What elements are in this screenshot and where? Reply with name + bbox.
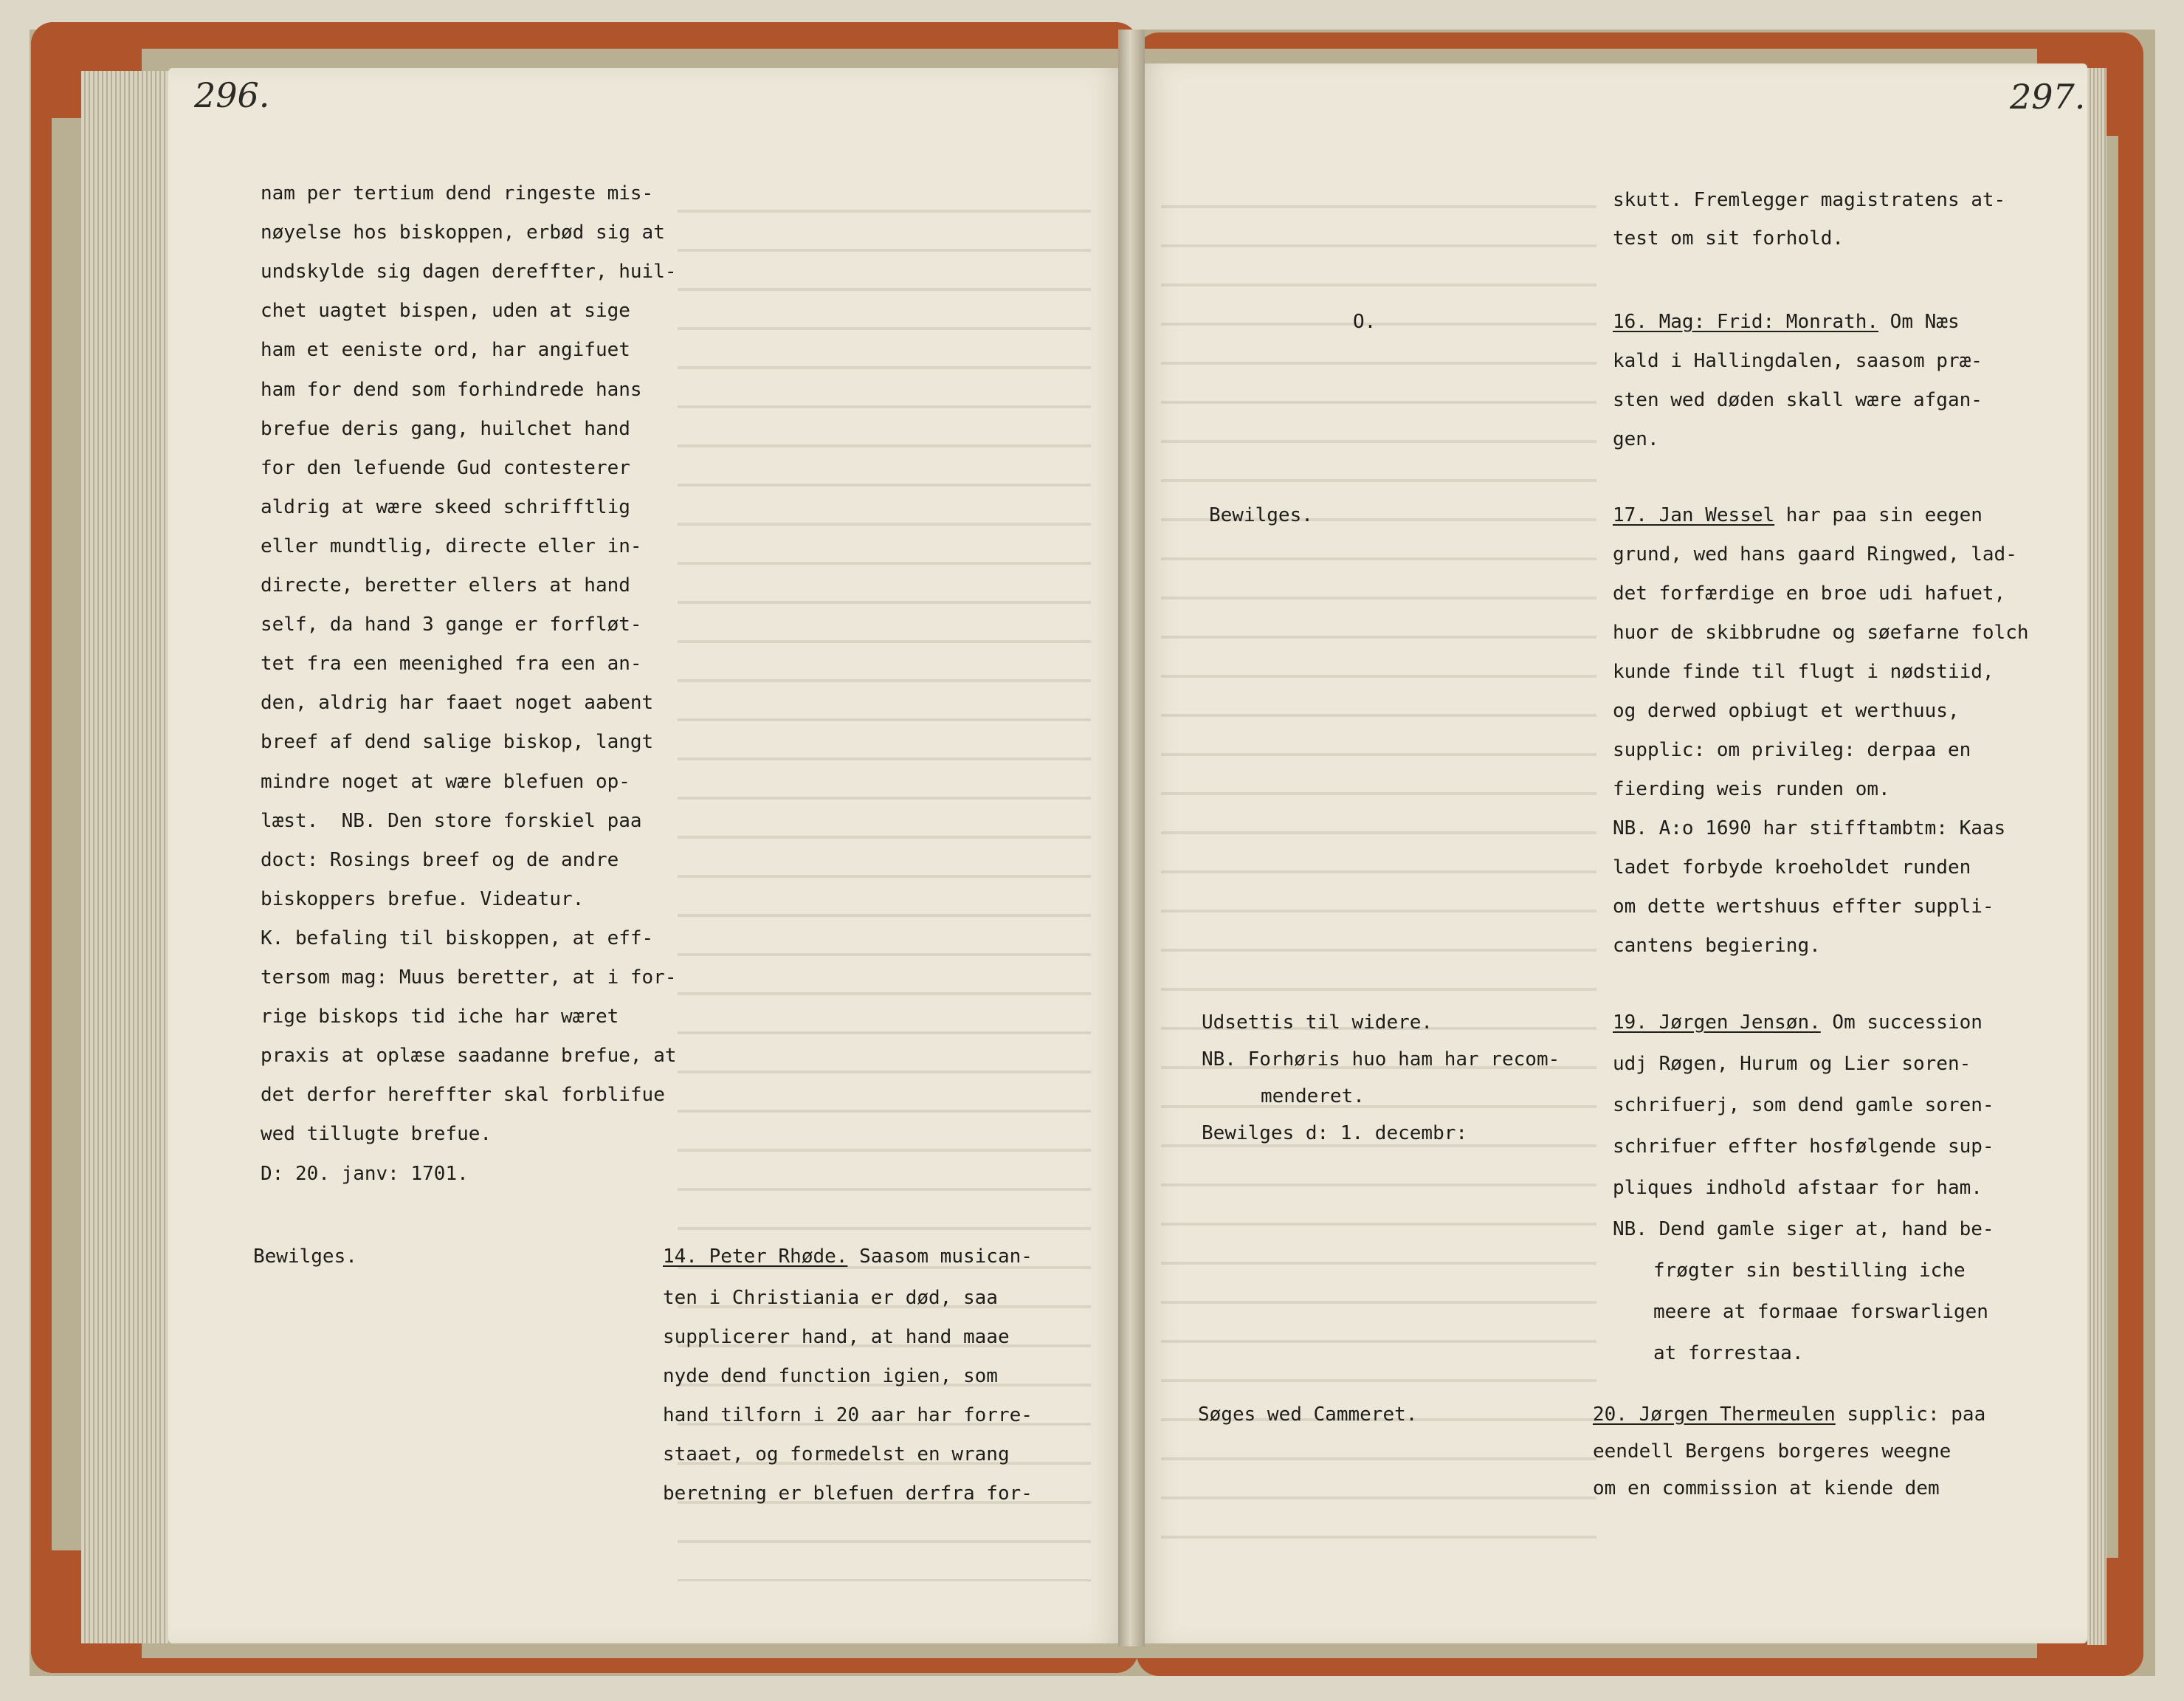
entry-14-block: [663, 1245, 1033, 1268]
text-line: biskoppers brefue. Videatur.: [261, 887, 585, 910]
text-line: supplicerer hand, at hand maae: [663, 1326, 1010, 1348]
text-line: aldrig at wære skeed schrifftlig: [261, 495, 630, 518]
text-line: ham for dend som forhindrede hans: [261, 378, 642, 401]
text-line: for den lefuende Gud contesterer: [261, 456, 630, 479]
entry-20-line: supplic: paa: [1835, 1403, 1986, 1426]
entry-17-block: [1613, 504, 1983, 526]
text-line: beretning er blefuen derfra for-: [663, 1482, 1033, 1505]
text-line: K. befaling til biskoppen, at eff-: [261, 927, 654, 949]
text-line: undskylde sig dagen dereffter, huil-: [261, 261, 677, 284]
text-line: cantens begiering.: [1613, 935, 1821, 957]
bleed-through-text: [1161, 174, 1596, 1562]
text-line: om dette wertshuus effter suppli-: [1613, 896, 1994, 918]
entry-19-block: [1613, 1011, 1983, 1034]
entry-16-line: kald i Hallingdalen, saasom præ-: [1613, 350, 1983, 372]
entry-14-line: Saasom musican-: [847, 1245, 1033, 1268]
text-line: schrifuerj, som dend gamle soren-: [1613, 1094, 1994, 1116]
text-line: skutt. Fremlegger magistratens at-: [1613, 189, 2006, 211]
text-line: frøgter sin bestilling iche: [1653, 1260, 1966, 1282]
bewilges-label: Bewilges.: [1209, 504, 1313, 526]
text-line: det derfor hereffter skal forblifue: [261, 1084, 665, 1107]
right-page: [1131, 63, 2087, 1643]
text-line: ten i Christiania er død, saa: [663, 1287, 998, 1309]
entry-20-line: eendell Bergens borgeres weegne: [1593, 1440, 1952, 1463]
entry-16-line: Om Næs: [1878, 311, 1960, 333]
text-line: det forfærdige en broe udi hafuet,: [1613, 583, 2006, 605]
text-line: kunde finde til flugt i nødstiid,: [1613, 661, 1994, 683]
bewilges-december: Bewilges d: 1. decembr:: [1202, 1122, 1468, 1144]
section-letter: O.: [1353, 311, 1377, 333]
udsettis-note: Udsettis til widere.: [1202, 1011, 1433, 1034]
text-line: NB. A:o 1690 har stifftambtm: Kaas: [1613, 817, 2006, 839]
entry-17-heading: 17. Jan Wessel: [1613, 504, 1775, 526]
text-line: meere at formaae forswarligen: [1653, 1301, 1988, 1323]
entry-16-line: gen.: [1613, 428, 1659, 450]
text-line: hand tilforn i 20 aar har forre-: [663, 1404, 1033, 1426]
text-line: og derwed opbiugt et werthuus,: [1613, 700, 1960, 722]
left-page: [168, 68, 1131, 1643]
entry-16-heading: 16. Mag: Frid: Monrath.: [1613, 311, 1879, 333]
entry-16-block: [1613, 311, 1960, 333]
text-line: nam per tertium dend ringeste mis-: [261, 182, 654, 205]
text-line: at forrestaa.: [1653, 1342, 1804, 1364]
text-line: ham et eeniste ord, har angifuet: [261, 339, 630, 362]
text-line: nøyelse hos biskoppen, erbød sig at: [261, 221, 665, 244]
text-line: chet uagtet bispen, uden at sige: [261, 300, 630, 323]
text-line: den, aldrig har faaet noget aabent: [261, 692, 654, 715]
text-line: mindre noget at wære blefuen op-: [261, 770, 630, 793]
text-line: staaet, og formedelst en wrang: [663, 1443, 1010, 1465]
entry-19-line: Om succession: [1820, 1011, 1983, 1034]
text-line: NB. Dend gamle siger at, hand be-: [1613, 1218, 1994, 1240]
book-gutter: [1118, 30, 1145, 1646]
text-line: læst. NB. Den store forskiel paa: [261, 809, 642, 832]
entry-20-line: om en commission at kiende dem: [1593, 1477, 1940, 1499]
text-line: breef af dend salige biskop, langt: [261, 731, 654, 754]
right-page-edges: [2087, 68, 2107, 1645]
entry-20-heading: 20. Jørgen Thermeulen: [1593, 1403, 1836, 1426]
nb-note: NB. Forhøris huo ham har recom-: [1202, 1048, 1560, 1071]
entry-14-heading: 14. Peter Rhøde.: [663, 1245, 848, 1268]
text-line: directe, beretter ellers at hand: [261, 574, 630, 597]
text-line: ladet forbyde kroeholdet runden: [1613, 856, 1971, 879]
left-page-edges: [81, 71, 168, 1643]
nb-note-cont: menderet.: [1261, 1085, 1365, 1107]
entry-19-heading: 19. Jørgen Jensøn.: [1613, 1011, 1821, 1034]
text-line: huor de skibbrudne og søefarne folch: [1613, 622, 2029, 644]
text-line: rige biskops tid iche har wæret: [261, 1006, 619, 1028]
text-line: self, da hand 3 gange er forfløt-: [261, 614, 642, 636]
text-line: nyde dend function igien, som: [663, 1365, 998, 1387]
text-line: grund, wed hans gaard Ringwed, lad-: [1613, 543, 2017, 566]
text-line: supplic: om privileg: derpaa en: [1613, 739, 1971, 761]
text-line: praxis at oplæse saadanne brefue, at: [261, 1045, 677, 1068]
text-line: wed tillugte brefue.: [261, 1123, 492, 1146]
text-line: brefue deris gang, huilchet hand: [261, 417, 630, 440]
entry-17-line: har paa sin eegen: [1774, 504, 1983, 526]
page-number-left: 296.: [194, 75, 270, 115]
text-line: doct: Rosings breef og de andre: [261, 848, 619, 871]
entry-20-block: [1593, 1403, 1985, 1426]
text-line: D: 20. janv: 1701.: [261, 1162, 469, 1185]
text-line: udj Røgen, Hurum og Lier soren-: [1613, 1053, 1971, 1075]
text-line: tersom mag: Muus beretter, at i for-: [261, 966, 677, 989]
text-line: schrifuer effter hosfølgende sup-: [1613, 1135, 1994, 1158]
text-line: test om sit forhold.: [1613, 227, 1844, 250]
page-number-right: 297.: [2010, 77, 2086, 117]
text-line: eller mundtlig, directe eller in-: [261, 535, 642, 557]
bewilges-label: Bewilges.: [253, 1245, 357, 1268]
text-line: tet fra een meenighed fra een an-: [261, 653, 642, 676]
soges-note: Søges wed Cammeret.: [1198, 1403, 1418, 1426]
text-line: fierding weis runden om.: [1613, 778, 1890, 800]
entry-16-line: sten wed døden skall wære afgan-: [1613, 389, 1983, 411]
text-line: pliques indhold afstaar for ham.: [1613, 1177, 1983, 1199]
